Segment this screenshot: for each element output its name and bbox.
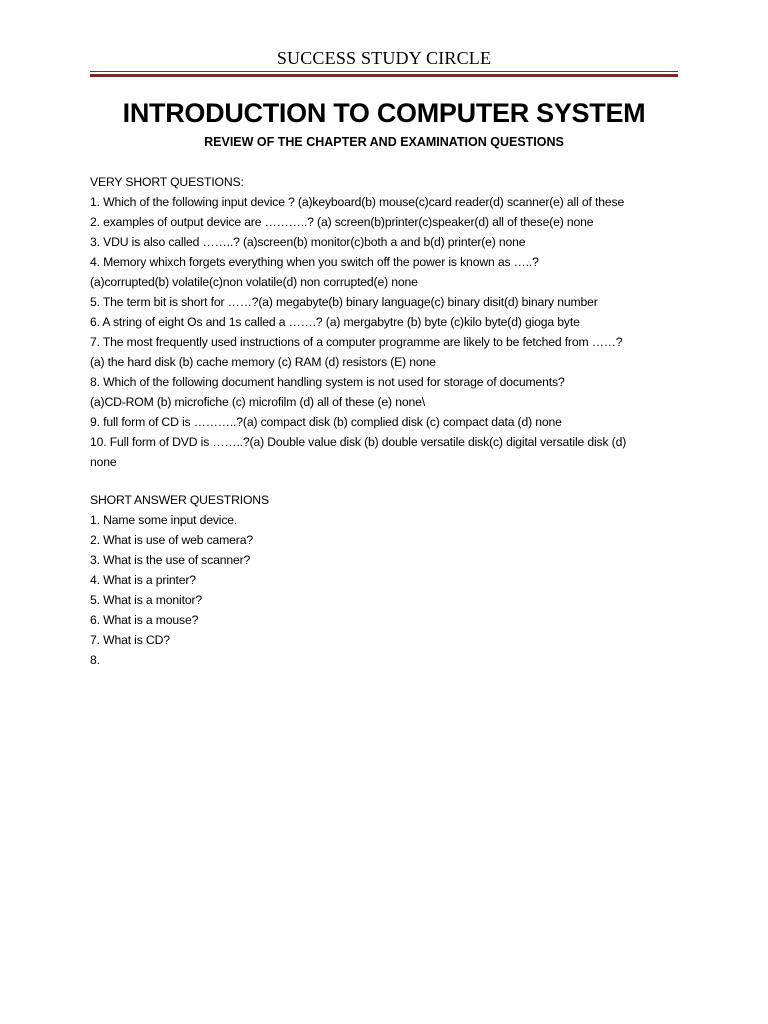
question-line: 10. Full form of DVD is ……..?(a) Double value disk (b) double versatile disk(c) digital versatile disk (d) <box>90 435 627 449</box>
question-line: 1. Name some input device. <box>90 513 238 527</box>
question-line: 3. What is the use of scanner? <box>90 553 251 567</box>
question-line: 1. Which of the following input device ? (a)keyboard(b) mouse(c)card reader(d) scanner(e) all of these <box>90 195 625 209</box>
question-line: 3. VDU is also called ……..? (a)screen(b) monitor(c)both a and b(d) printer(e) none <box>90 235 526 249</box>
header-rule-thin <box>90 71 678 72</box>
question-line: 5. What is a monitor? <box>90 593 203 607</box>
question-line: (a)corrupted(b) volatile(c)non volatile(d) non corrupted(e) none <box>90 275 418 289</box>
question-line: 2. What is use of web camera? <box>90 533 253 547</box>
question-line: 9. full form of CD is ………..?(a) compact disk (b) complied disk (c) compact data (d) none <box>90 415 562 429</box>
question-line: 6. A string of eight Os and 1s called a …….? (a) mergabytre (b) byte (c)kilo byte(d) gioga byte <box>90 315 580 329</box>
document-subtitle: REVIEW OF THE CHAPTER AND EXAMINATION QUESTIONS <box>204 135 564 149</box>
question-line: none <box>90 455 117 469</box>
question-line: 8. <box>90 653 100 667</box>
header-rule-thick <box>90 74 678 77</box>
question-line: (a)CD-ROM (b) microfiche (c) microfilm (d) all of these (e) none\ <box>90 395 425 409</box>
page-header: SUCCESS STUDY CIRCLE <box>276 48 492 68</box>
question-line: 2. examples of output device are ………..? (a) screen(b)printer(c)speaker(d) all of these(e) none <box>90 215 594 229</box>
question-line: (a) the hard disk (b) cache memory (c) RAM (d) resistors (E) none <box>90 355 436 369</box>
question-line: 4. What is a printer? <box>90 573 196 587</box>
question-line: 7. What is CD? <box>90 633 170 647</box>
document-body <box>90 172 670 670</box>
section-gap <box>90 472 670 490</box>
document-title: INTRODUCTION TO COMPUTER SYSTEM <box>122 98 646 128</box>
question-line: 4. Memory whixch forgets everything when you switch off the power is known as …..? <box>90 255 539 269</box>
short-answer-heading: SHORT ANSWER QUESTRIONS <box>90 493 269 507</box>
question-line: 6. What is a mouse? <box>90 613 199 627</box>
question-line: 7. The most frequently used instructions of a computer programme are likely to be fetched from ……? <box>90 335 623 349</box>
very-short-heading: VERY SHORT QUESTIONS: <box>90 175 244 189</box>
question-line: 5. The term bit is short for ……?(a) megabyte(b) binary language(c) binary disit(d) binary number <box>90 295 598 309</box>
question-line: 8. Which of the following document handling system is not used for storage of documents? <box>90 375 565 389</box>
